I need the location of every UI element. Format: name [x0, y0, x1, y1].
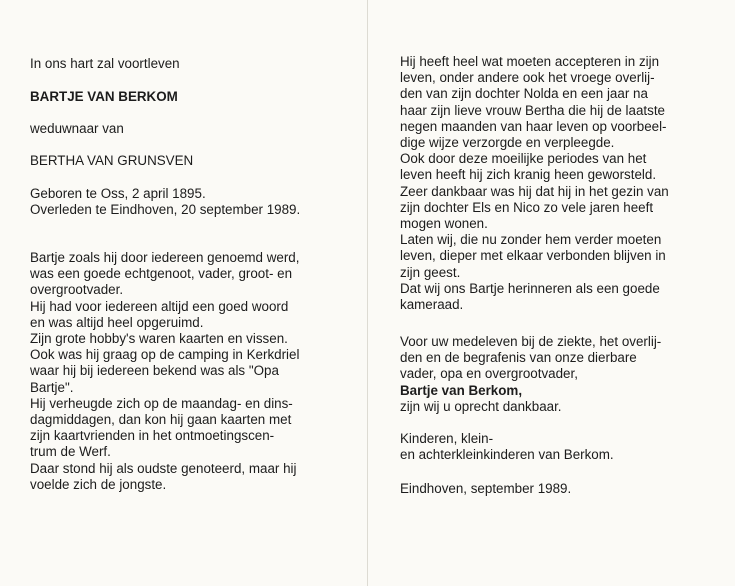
- memory-line: mogen wonen.: [400, 216, 488, 232]
- card-fold-line: [367, 0, 368, 586]
- spouse-name: BERTHA VAN GRUNSVEN: [30, 153, 194, 168]
- bio-line: Bartje zoals hij door iedereen genoemd werd,: [30, 250, 300, 265]
- thanks-name: Bartje van Berkom,: [400, 382, 523, 398]
- family-line: Kinderen, klein-: [400, 431, 494, 446]
- thanks-text: [400, 334, 700, 415]
- memory-line: kameraad.: [400, 297, 464, 313]
- thanks-line: Voor uw medeleven bij de ziekte, het overlij-: [400, 334, 662, 349]
- memory-text: [400, 54, 700, 313]
- intro-text: In ons hart zal voortleven: [30, 56, 180, 71]
- bio-line: Bartje".: [30, 379, 74, 395]
- bio-line: Hij had voor iedereen altijd een goed woord: [30, 298, 289, 314]
- death-line: Overleden te Eindhoven, 20 september 1989.: [30, 202, 301, 217]
- memory-line: negen maanden van haar leven op voorbeel-: [400, 118, 667, 134]
- memory-line: dige wijze verzorgde en verpleegde.: [400, 135, 615, 151]
- bio-line: Zijn grote hobby's waren kaarten en vissen.: [30, 331, 288, 347]
- family-line: en achterkleinkinderen van Berkom.: [400, 447, 614, 463]
- bio-line: trum de Werf.: [30, 444, 111, 460]
- family-signature: [400, 431, 700, 463]
- bio-line: zijn kaartvrienden in het ontmoetingscen-: [30, 428, 275, 444]
- bio-line: Hij verheugde zich op de maandag- en dins-: [30, 395, 293, 411]
- memory-line: Zeer dankbaar was hij dat hij in het gezin van: [400, 183, 669, 199]
- memory-line: Hij heeft heel wat moeten accepteren in zijn: [400, 54, 660, 69]
- memory-line: Ook door deze moeilijke periodes van het: [400, 151, 647, 167]
- memory-line: leven, onder andere ook het vroege overlij-: [400, 70, 655, 86]
- thanks-line: den en de begrafenis van onze dierbare: [400, 350, 637, 366]
- bio-line: voelde zich de jongste.: [30, 476, 167, 492]
- thanks-closing: zijn wij u oprecht dankbaar.: [400, 398, 562, 414]
- bio-line: en was altijd heel opgeruimd.: [30, 314, 204, 330]
- biography-text: [30, 250, 340, 493]
- memory-line: leven, dieper met elkaar verbonden blijven in: [400, 248, 666, 264]
- bio-line: dagmiddagen, dan kon hij gaan kaarten met: [30, 412, 292, 428]
- memory-line: zijn geest.: [400, 264, 461, 280]
- birth-line: Geboren te Oss, 2 april 1895.: [30, 186, 206, 201]
- widower-of-text: weduwnaar van: [30, 121, 124, 136]
- memory-line: Laten wij, die nu zonder hem verder moeten: [400, 232, 662, 248]
- memory-line: den van zijn dochter Nolda en een jaar na: [400, 86, 648, 102]
- memory-line: leven heeft hij zich kranig heen geworsteld.: [400, 167, 657, 183]
- memory-line: zijn dochter Els en Nico zo vele jaren heeft: [400, 199, 654, 215]
- bio-line: was een goede echtgenoot, vader, groot- en: [30, 266, 293, 282]
- memory-line: haar zijn lieve vrouw Bertha die hij de laatste: [400, 102, 665, 118]
- place-date: Eindhoven, september 1989.: [400, 481, 572, 496]
- memory-line: Dat wij ons Bartje herinneren als een goede: [400, 280, 660, 296]
- bio-line: Daar stond hij als oudste genoteerd, maar hij: [30, 460, 297, 476]
- deceased-name: BARTJE VAN BERKOM: [30, 89, 178, 104]
- bio-line: overgrootvader.: [30, 282, 124, 298]
- thanks-line: vader, opa en overgrootvader,: [400, 366, 578, 382]
- bio-line: waar hij bij iedereen bekend was als "Opa: [30, 363, 279, 379]
- bio-line: Ook was hij graag op de camping in Kerkdriel: [30, 347, 300, 363]
